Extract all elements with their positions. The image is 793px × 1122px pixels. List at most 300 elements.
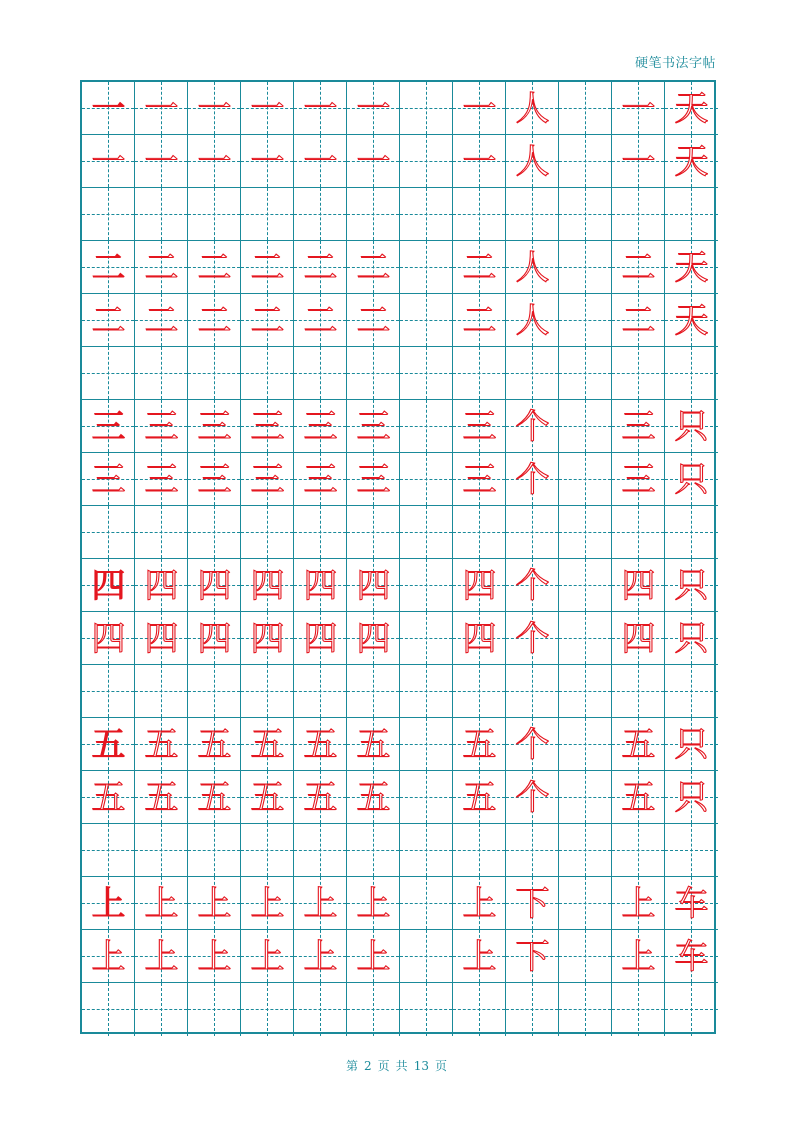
trace-character: 上 — [91, 936, 126, 977]
trace-character: 三 — [462, 406, 497, 447]
grid-cell — [82, 188, 135, 241]
grid-cell — [400, 665, 453, 718]
grid-cell — [506, 241, 559, 294]
grid-cell — [241, 294, 294, 347]
trace-character: 一 — [356, 141, 391, 182]
grid-cell — [241, 612, 294, 665]
grid-cell — [135, 559, 188, 612]
grid-cell — [347, 559, 400, 612]
trace-character: 只 — [674, 565, 709, 606]
grid-cell — [400, 824, 453, 877]
grid-cell — [665, 877, 718, 930]
grid-cell — [665, 930, 718, 983]
grid-cell — [453, 135, 506, 188]
grid-cell — [612, 718, 665, 771]
grid-cell — [241, 983, 294, 1036]
trace-character: 一 — [91, 141, 126, 182]
trace-character: 上 — [144, 936, 179, 977]
trace-character: 五 — [356, 724, 391, 765]
grid-cell — [82, 771, 135, 824]
trace-character: 四 — [621, 565, 656, 606]
trace-character: 一 — [462, 141, 497, 182]
grid-cell — [559, 665, 612, 718]
grid-cell — [400, 400, 453, 453]
grid-cell — [294, 824, 347, 877]
grid-cell — [612, 135, 665, 188]
grid-cell — [347, 824, 400, 877]
trace-character: 上 — [197, 936, 232, 977]
grid-cell — [135, 983, 188, 1036]
grid-cell — [135, 771, 188, 824]
trace-character: 二 — [356, 247, 391, 288]
trace-character: 上 — [303, 883, 338, 924]
grid-cell — [665, 506, 718, 559]
trace-character: 一 — [356, 88, 391, 129]
grid-cell — [506, 294, 559, 347]
trace-character: 上 — [144, 883, 179, 924]
grid-cell — [453, 983, 506, 1036]
grid-cell — [82, 294, 135, 347]
trace-character: 五 — [621, 777, 656, 818]
grid-cell — [453, 400, 506, 453]
grid-cell — [82, 665, 135, 718]
trace-character: 三 — [303, 406, 338, 447]
footer-unit: 页 — [377, 1059, 390, 1073]
grid-cell — [612, 665, 665, 718]
grid-cell — [82, 930, 135, 983]
trace-character: 三 — [621, 459, 656, 500]
grid-cell — [665, 665, 718, 718]
model-character: 二 — [91, 247, 126, 288]
trace-character: 二 — [621, 247, 656, 288]
trace-character: 上 — [197, 883, 232, 924]
trace-character: 四 — [621, 618, 656, 659]
trace-character: 四 — [462, 618, 497, 659]
grid-cell — [135, 612, 188, 665]
trace-character: 下 — [515, 883, 550, 924]
grid-cell — [241, 930, 294, 983]
grid-cell — [135, 82, 188, 135]
header-title: 硬笔书法字帖 — [634, 56, 716, 71]
grid-cell — [135, 824, 188, 877]
grid-cell — [188, 241, 241, 294]
trace-character: 二 — [197, 247, 232, 288]
grid-cell — [400, 294, 453, 347]
trace-character: 一 — [303, 88, 338, 129]
grid-cell — [453, 559, 506, 612]
grid-cell — [559, 930, 612, 983]
grid-cell — [294, 400, 347, 453]
footer-total-pages: 13 — [413, 1059, 429, 1073]
grid-cell — [400, 241, 453, 294]
trace-character: 车 — [674, 936, 709, 977]
trace-character: 人 — [515, 141, 550, 182]
trace-character: 个 — [515, 406, 550, 447]
grid-cell — [241, 824, 294, 877]
grid-cell — [506, 771, 559, 824]
grid-cell — [400, 771, 453, 824]
grid-cell — [135, 347, 188, 400]
grid-cell — [294, 294, 347, 347]
trace-character: 上 — [250, 883, 285, 924]
grid-cell — [400, 559, 453, 612]
trace-character: 一 — [197, 141, 232, 182]
grid-cell — [294, 559, 347, 612]
grid-cell — [665, 400, 718, 453]
trace-character: 四 — [250, 618, 285, 659]
grid-cell — [506, 347, 559, 400]
trace-character: 三 — [621, 406, 656, 447]
footer-prefix: 第 — [346, 1059, 359, 1073]
grid-cell — [241, 82, 294, 135]
trace-character: 上 — [462, 883, 497, 924]
grid-cell — [241, 347, 294, 400]
trace-character: 五 — [144, 777, 179, 818]
model-character: 四 — [91, 565, 126, 606]
grid-cell — [453, 612, 506, 665]
grid-cell — [82, 135, 135, 188]
footer-unit: 页 — [434, 1059, 447, 1073]
grid-cell — [347, 612, 400, 665]
grid-cell — [665, 718, 718, 771]
grid-cell — [665, 559, 718, 612]
trace-character: 二 — [303, 300, 338, 341]
grid-cell — [453, 453, 506, 506]
grid-cell — [294, 718, 347, 771]
practice-grid — [80, 80, 716, 1034]
grid-cell — [559, 718, 612, 771]
trace-character: 四 — [197, 618, 232, 659]
trace-character: 五 — [250, 724, 285, 765]
trace-character: 一 — [197, 88, 232, 129]
grid-cell — [294, 188, 347, 241]
grid-cell — [188, 718, 241, 771]
grid-cell — [506, 506, 559, 559]
grid-cell — [188, 135, 241, 188]
grid-cell — [559, 188, 612, 241]
trace-character: 四 — [303, 618, 338, 659]
grid-cell — [347, 294, 400, 347]
grid-cell — [665, 453, 718, 506]
trace-character: 四 — [197, 565, 232, 606]
grid-cell — [559, 347, 612, 400]
grid-cell — [559, 506, 612, 559]
grid-cell — [400, 135, 453, 188]
grid-cell — [400, 347, 453, 400]
trace-character: 五 — [462, 724, 497, 765]
grid-cell — [188, 877, 241, 930]
grid-cell — [506, 877, 559, 930]
trace-character: 上 — [621, 883, 656, 924]
trace-character: 天 — [674, 300, 709, 341]
trace-character: 二 — [303, 247, 338, 288]
grid-cell — [400, 930, 453, 983]
grid-cell — [294, 612, 347, 665]
trace-character: 五 — [197, 724, 232, 765]
grid-cell — [135, 718, 188, 771]
trace-character: 二 — [356, 300, 391, 341]
trace-character: 四 — [356, 565, 391, 606]
model-character: 上 — [91, 883, 126, 924]
trace-character: 四 — [144, 565, 179, 606]
grid-cell — [294, 135, 347, 188]
model-character: 三 — [91, 406, 126, 447]
trace-character: 人 — [515, 88, 550, 129]
grid-cell — [612, 241, 665, 294]
grid-cell — [453, 665, 506, 718]
grid-cell — [82, 877, 135, 930]
grid-cell — [612, 559, 665, 612]
trace-character: 四 — [462, 565, 497, 606]
grid-cell — [347, 506, 400, 559]
grid-cell — [347, 930, 400, 983]
grid-cell — [188, 453, 241, 506]
grid-cell — [188, 665, 241, 718]
grid-cell — [665, 135, 718, 188]
grid-cell — [241, 188, 294, 241]
trace-character: 三 — [197, 406, 232, 447]
grid-cell — [347, 983, 400, 1036]
grid-cell — [347, 347, 400, 400]
trace-character: 五 — [621, 724, 656, 765]
trace-character: 天 — [674, 247, 709, 288]
trace-character: 上 — [621, 936, 656, 977]
grid-cell — [82, 506, 135, 559]
grid-cell — [506, 400, 559, 453]
trace-character: 只 — [674, 406, 709, 447]
grid-cell — [294, 241, 347, 294]
trace-character: 人 — [515, 300, 550, 341]
grid-cell — [188, 506, 241, 559]
grid-cell — [400, 877, 453, 930]
trace-character: 四 — [250, 565, 285, 606]
grid-cell — [453, 771, 506, 824]
grid-cell — [294, 82, 347, 135]
grid-cell — [294, 930, 347, 983]
grid-cell — [241, 400, 294, 453]
grid-cell — [506, 135, 559, 188]
grid-cell — [612, 824, 665, 877]
grid-cell — [400, 983, 453, 1036]
trace-character: 一 — [144, 88, 179, 129]
trace-character: 二 — [250, 300, 285, 341]
grid-cell — [82, 453, 135, 506]
grid-cell — [559, 135, 612, 188]
grid-cell — [241, 877, 294, 930]
grid-cell — [294, 877, 347, 930]
grid-cell — [135, 241, 188, 294]
grid-cell — [559, 241, 612, 294]
grid-cell — [506, 665, 559, 718]
page-footer — [0, 1057, 793, 1074]
trace-character: 四 — [356, 618, 391, 659]
grid-cell — [188, 82, 241, 135]
trace-character: 四 — [303, 565, 338, 606]
grid-cell — [559, 983, 612, 1036]
trace-character: 一 — [462, 88, 497, 129]
grid-cell — [612, 294, 665, 347]
grid-cell — [135, 665, 188, 718]
trace-character: 三 — [144, 459, 179, 500]
grid-cell — [241, 135, 294, 188]
trace-character: 只 — [674, 618, 709, 659]
grid-cell — [400, 453, 453, 506]
trace-character: 五 — [462, 777, 497, 818]
grid-cell — [612, 877, 665, 930]
grid-cell — [82, 718, 135, 771]
grid-cell — [82, 82, 135, 135]
grid-cell — [188, 294, 241, 347]
trace-character: 三 — [303, 459, 338, 500]
grid-cell — [612, 930, 665, 983]
grid-cell — [612, 82, 665, 135]
trace-character: 一 — [250, 141, 285, 182]
grid-cell — [612, 400, 665, 453]
grid-cell — [506, 983, 559, 1036]
grid-cell — [241, 559, 294, 612]
trace-character: 人 — [515, 247, 550, 288]
trace-character: 车 — [674, 883, 709, 924]
trace-character: 二 — [144, 300, 179, 341]
grid-cell — [135, 506, 188, 559]
grid-cell — [506, 453, 559, 506]
grid-cell — [559, 824, 612, 877]
trace-character: 二 — [144, 247, 179, 288]
trace-character: 上 — [356, 936, 391, 977]
trace-character: 二 — [462, 247, 497, 288]
grid-cell — [82, 824, 135, 877]
grid-cell — [82, 559, 135, 612]
grid-cell — [347, 241, 400, 294]
grid-cell — [453, 877, 506, 930]
trace-character: 只 — [674, 777, 709, 818]
grid-cell — [665, 983, 718, 1036]
trace-character: 个 — [515, 618, 550, 659]
trace-character: 三 — [356, 459, 391, 500]
trace-character: 五 — [303, 777, 338, 818]
grid-cell — [294, 347, 347, 400]
grid-cell — [665, 294, 718, 347]
grid-cell — [294, 453, 347, 506]
grid-cell — [559, 877, 612, 930]
grid-cell — [347, 718, 400, 771]
grid-cell — [188, 559, 241, 612]
trace-character: 三 — [91, 459, 126, 500]
trace-character: 二 — [621, 300, 656, 341]
grid-cell — [612, 347, 665, 400]
grid-cell — [506, 188, 559, 241]
trace-character: 下 — [515, 936, 550, 977]
trace-character: 上 — [250, 936, 285, 977]
grid-cell — [135, 400, 188, 453]
grid-cell — [506, 718, 559, 771]
grid-cell — [612, 983, 665, 1036]
trace-character: 五 — [144, 724, 179, 765]
grid-cell — [188, 771, 241, 824]
grid-cell — [665, 241, 718, 294]
grid-cell — [294, 506, 347, 559]
trace-character: 天 — [674, 141, 709, 182]
trace-character: 二 — [250, 247, 285, 288]
trace-character: 个 — [515, 777, 550, 818]
trace-character: 三 — [250, 459, 285, 500]
grid-cell — [294, 983, 347, 1036]
grid-cell — [453, 294, 506, 347]
grid-cell — [559, 453, 612, 506]
grid-cell — [135, 294, 188, 347]
grid-cell — [82, 347, 135, 400]
trace-character: 一 — [250, 88, 285, 129]
grid-cell — [453, 718, 506, 771]
grid-cell — [453, 506, 506, 559]
grid-cell — [82, 241, 135, 294]
grid-cell — [241, 718, 294, 771]
grid-cell — [188, 612, 241, 665]
grid-cell — [665, 347, 718, 400]
grid-cell — [400, 612, 453, 665]
grid-cell — [506, 612, 559, 665]
trace-character: 一 — [303, 141, 338, 182]
footer-page-number: 2 — [364, 1059, 372, 1073]
grid-cell — [559, 771, 612, 824]
grid-cell — [82, 983, 135, 1036]
grid-cell — [559, 559, 612, 612]
trace-character: 三 — [197, 459, 232, 500]
grid-cell — [347, 82, 400, 135]
grid-cell — [241, 241, 294, 294]
trace-character: 三 — [462, 459, 497, 500]
grid-cell — [347, 665, 400, 718]
trace-character: 五 — [303, 724, 338, 765]
grid-cell — [453, 347, 506, 400]
grid-cell — [188, 400, 241, 453]
grid-cell — [559, 294, 612, 347]
grid-cell — [453, 82, 506, 135]
trace-character: 一 — [621, 141, 656, 182]
grid-cell — [453, 930, 506, 983]
grid-cell — [347, 453, 400, 506]
grid-cell — [559, 400, 612, 453]
grid-cell — [188, 983, 241, 1036]
grid-cell — [188, 930, 241, 983]
grid-cell — [612, 612, 665, 665]
grid-cell — [135, 877, 188, 930]
grid-cell — [453, 824, 506, 877]
trace-character: 个 — [515, 459, 550, 500]
trace-character: 三 — [356, 406, 391, 447]
trace-character: 二 — [197, 300, 232, 341]
trace-character: 四 — [144, 618, 179, 659]
grid-cell — [241, 506, 294, 559]
grid-cell — [665, 188, 718, 241]
grid-cell — [400, 506, 453, 559]
grid-cell — [612, 506, 665, 559]
grid-cell — [612, 453, 665, 506]
trace-character: 二 — [462, 300, 497, 341]
grid-cell — [347, 135, 400, 188]
trace-character: 个 — [515, 565, 550, 606]
grid-cell — [135, 930, 188, 983]
trace-character: 三 — [144, 406, 179, 447]
trace-character: 只 — [674, 724, 709, 765]
grid-cell — [665, 82, 718, 135]
grid-cell — [82, 400, 135, 453]
grid-cell — [665, 612, 718, 665]
grid-cell — [241, 771, 294, 824]
trace-character: 三 — [250, 406, 285, 447]
grid-cell — [135, 188, 188, 241]
grid-cell — [400, 188, 453, 241]
